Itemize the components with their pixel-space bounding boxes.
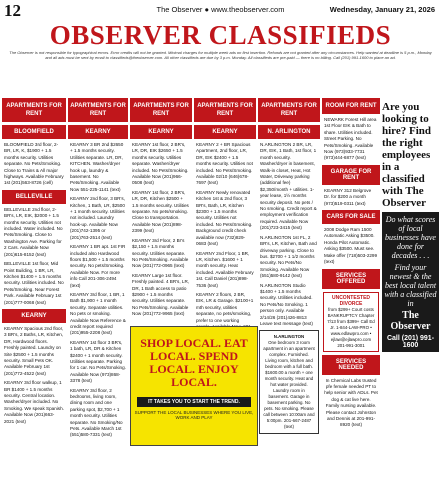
issue-date: Wednesday, January 21, 2026 <box>329 5 435 14</box>
publication-line: The Observer ● www.theobserver.com <box>156 5 285 14</box>
column-heading: APARTMENTS FOR RENT <box>68 98 128 122</box>
column-heading: APARTMENTS FOR RENT <box>258 98 320 122</box>
town-heading: KEARNY <box>130 125 192 139</box>
uncontested-divorce-ad <box>323 292 379 352</box>
listing: KEARNY 1st floor, 2 BR's, LR, DR, EIK $2650 + 1.5 months security. Utilities separate. Washer/dryer included. No Pets/Smoking. Available Now (201)966-0508 (text) <box>132 142 189 186</box>
boxed-listing-body: One bedroom 3 room apartment in an apartment complex. Furnished. Living room, kitchen and bedroom with a full bath. $1600.00 a month + one month security. Heat and hot water provided. Laundry room in basement. Garage in basement parking. No pets. No smoking. Please call between 10:00am and 5:00pm. 201-667-2487 (text) <box>263 340 315 430</box>
column-north-arlington <box>258 98 320 478</box>
promo-subtext: SUPPORT THE LOCAL BUSINESSES WHERE YOU LIVE, WORK AND PLAY <box>134 410 254 420</box>
shop-local-promo <box>130 326 258 446</box>
listing: KEARNY 1 BR apt. 1st FIR included also Hardwood floors $1,500 + 1.5 months security. No pets/Smoking. Available Now. For more info Call 201-306-2494 (text) <box>70 244 126 288</box>
listing: N.ARLINGTON 1st FL, 2 BR's, LR, Kitchen, Bath and driveway parking. Close to bus. $2700 + 1 1/2 months security. No Pets/No Smoking. Available Now (551)580-9142 (text) <box>260 234 317 279</box>
promo-strip: IT TAKES YOU TO START THE TREND. <box>137 397 251 407</box>
listing: KEARNY 1st floor, 2 BR's, LR, DR, Kitchen $2500 + 1.5 months security. Utilities separate. No pets/smoking. Close to transportation. Available Now (201)898-2399 (text) <box>132 189 189 234</box>
listing: KEARNY 3rd floor, 2 bedrooms, living room, dining room and one parking spot, $2,700 + 1 month security. Utilities separate. No Smoking/No Pets. Available March 1st (551)580-7331 (text) <box>70 387 123 438</box>
listing: KEARNY Large 1st floor. Freshly painted. 4 BR's, LR, DR, 1 Bath access to patio $2900 + 1.5 months security. Utilities separate. No Pets/Smoking. Available Now (201)772-9965 (text) <box>132 272 190 317</box>
listing: In Chemical Labs trusted pfe female needed PT to help senior with ADLs. Pet dog & cat live here. Family nursing available. Please contact Johnston and Dennis at 201-991-8920 (text) <box>324 377 378 428</box>
town-heading: KEARNY <box>68 125 128 139</box>
promo-line-1: Do what scores of local businesses have done for decades . . . <box>385 215 436 260</box>
listing: KEARNY 3rd floor, 1 BR, 1 Bath $1,900 + 1 month security. Separate utilities. No pets or smoking. Available Now Reference & credit report required (201)955-2208 (text) <box>70 291 126 336</box>
services-offered-heading: SERVICES OFFERED <box>322 269 380 289</box>
ad-body: from $299+ Court costs BANKRUPTCY Chapter 7/13 from $399+ Call Ed Jr. 1-844-LAW-PRO • www.edlawpro.com • ejlaw@ejlawpro.com 201-991-3001 <box>327 306 375 348</box>
disclaimer: The Observer is not responsible for typographical errors. Error credits will not be granted. Minimal charges for multiple week ads on first insertion. Refunds are not granted after any circumstances. Help wanted at deadline is 5 p.m., Monday and all ads must be sent by email to classifieds@theobserver.com. All other classifieds are due by 3 p.m. Monday. All classifieds are pre-paid — there is no billing. Call (201) 991-1600 to place an ad. <box>9 50 432 60</box>
boxed-listing-title: N.ARLINGTON <box>273 334 305 340</box>
column-heading: APARTMENTS FOR RENT <box>130 98 192 122</box>
boxed-listing <box>259 330 319 434</box>
page-header <box>0 0 441 20</box>
listing: KEARNY 3 BR 2nd $2650 + 1.5 months security. Utilities separate. LR, DR, KITCHEN. Washer/dryer hook up, laundry & basement. No Pets/Smoking. Available Now 551-225-1141 (text) <box>70 142 124 192</box>
column-room-garage-cars-services <box>322 98 380 478</box>
observer-brand: The Observer <box>390 310 431 332</box>
promo-line-2: Find your newest & the best local talent with a classified in <box>384 263 437 308</box>
listing: KEARNY 2 + BR Spacious Apartment, 2nd floor, LR, DR, EIK $2400 + 1.5 months security. Utilities not included. No Pets/Smoking. Available 02/10 (646)678-7697 (text) <box>196 142 253 186</box>
listing: BLOOMFIELD 3rd floor, 2-BR, LR, K, $1900 + 1.5 months security. Utilities separate. No Pets/Smoking. Close to Trains & All major highways. Available February 1st (201)563-8726 (cell) <box>4 142 64 186</box>
listing: 2008 Dodge Ram 1500 Automatic Asking $3500. Honda Pilot Automatic. Asking $3500. Must see. Make offer (718)503-2299 (text) <box>324 227 378 265</box>
column-bloomfield <box>2 98 66 478</box>
services-needed-heading: SERVICES NEEDED <box>322 355 380 375</box>
listing: KEARNY Spacious 2nd floor, 3 BR's, 2 Baths, LR, Kitchen, DR, Hardwood floors. Freshly painted. Laundry on Site $2500 + 1.5 months security. Small Pets OK. Available February 1st (201)772-4522 (text) <box>4 325 64 376</box>
listing: BELLEVILLE 1st floor, Mid Point Building, 1 BR, LR, Kitchen $1400 + 1.5 months security. Utilities included. No Pets/Smoking. Near Forest Park. Available February 1st (201)777-0068 (text) <box>4 261 64 305</box>
listing: KEARNY 2nd floor, 3 BR's, Kitchen, 1 Bath, LR, $2500 + 1 month security. Utilities not included. Laundry hook-up. Available Now (201)742-1395 or (201)763-2514 (text) <box>70 196 125 240</box>
cars-heading: CARS FOR SALE <box>322 210 380 224</box>
listing: KEARNY 2nd Floor, 1 BR, LR, Kitchen. $1600 + 1 month security. Heat included. Available February 1st. Call Daniel (201)898-7536 (text) <box>196 250 254 288</box>
listing: NEWARK Forest Hill area 1st Floor EIK & Bath to share. Utilities included. Street Parking. No Pets/Smoking. Available Now (973)933-7731 (973)444-6877 (text) <box>324 117 377 161</box>
town-heading: BLOOMFIELD <box>2 125 66 139</box>
listing: KEARNY 2 floors, 2 BR, EIK, LR & Garage. $2100+1 mth security, utilities separate, no pets/smoking, prefer to one working <box>196 291 254 323</box>
town-heading: KEARNY <box>2 309 66 323</box>
page-number: 12 <box>4 1 21 20</box>
listing: KEARNY 312 Belgrove Dr. for $200 a month (973)519-0311 (text) <box>324 187 372 206</box>
column-kearny-1 <box>68 98 128 478</box>
column-heading: APARTMENTS FOR RENT <box>2 98 66 122</box>
promo-headline: SHOP LOCAL. EAT LOCAL. SPEND LOCAL. ENJOY LOCAL. <box>140 336 248 389</box>
ad-title: UNCONTESTED DIVORCE <box>331 294 371 307</box>
town-heading: BELLEVILLE <box>2 190 66 204</box>
listing: N.ARLINGTON 2 BR, LR, DR, EIK, 1 Bath, 1st floor, 1 month security. Washer/dryer in basement, Walk-in closet, Heat, Hot Water, Driveway parking (additional fee) $2,350/month + utilities. 1-year lease, 1½ months security deposit. No pets / No smoking. Credit report & employment verification required. Available Now (201)723-3415 (text) <box>260 142 317 231</box>
observer-promo-box <box>382 212 439 352</box>
hiring-headline: Are you looking to hire? Find the right employees in a classified with The Observer <box>382 101 432 209</box>
listing: N.ARLINGTON Studio $1400 + 1.5 months security. Utilities included. No Pets/No Smoking. 1 person only. Available 2/14/26 (201)426-8813 Leave text message (text) <box>260 282 313 326</box>
listing: KEARNY 3rd Floor, 2 Br's $2,150 + 1.5 months security. Utilities separate. No Pets/Smoking. Available Now (201)772-0965 (text) <box>132 237 189 269</box>
section-title: OBSERVER CLASSIFIEDS <box>49 20 392 50</box>
town-heading: N. ARLINGTON <box>258 125 320 139</box>
call-number: Call (201) 991-1600 <box>386 335 435 349</box>
column-kearny-2 <box>130 98 192 324</box>
listing: KEARNY 3rd floor walkup, 1 BR $1400 + 1.5 months security. Central location. Washer/dryer included. No Smoking. We speak Spanish. Available Now (201)663-2021 (text) <box>4 380 64 424</box>
column-hiring-promo <box>382 98 439 478</box>
listing: BELLEVILLE 2nd floor, 2-BR's, LR, EIK, $2000 + 1.5 months security. Utilities not included. Water included. No Pets/Smoking. Close to Washington Ave. Parking for 2 Cars. Available Now (201)615-8152 (text) <box>4 206 63 257</box>
column-heading: ROOM FOR RENT <box>322 98 380 114</box>
listing: KEARNY Newly renovated Kitchen 1st & 2nd floor, 3 BR's, Bath, LR, Kitchen $2300 + 1.5 months security. Utilities not included. No Pets/Smoking. Background credit check available now (732)829-0683 (text) <box>196 189 253 247</box>
column-heading: APARTMENTS FOR RENT <box>194 98 256 122</box>
listing: KEARNY 1st floor 3 BR's, 1 bath, LR, DR & Kitchen $2400 + 1 month security. Utilities separate. Parking for 1 car. No Pets/Smoking. Available Now (973)868-3378 (text) <box>70 339 126 384</box>
town-heading: KEARNY <box>194 125 256 139</box>
garage-heading: GARAGE FOR RENT <box>322 165 380 185</box>
column-kearny-3 <box>194 98 256 324</box>
